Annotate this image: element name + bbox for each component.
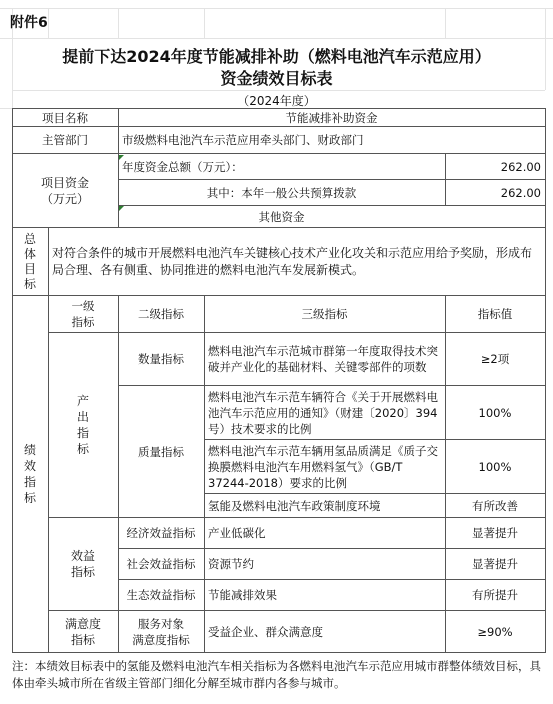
social-benefit-label: 社会效益指标 — [126, 557, 196, 571]
economic-benefit-label: 经济效益指标 — [126, 526, 196, 540]
output-char: 产 — [76, 394, 89, 408]
output-indicator-label — [48, 333, 118, 517]
indicator-row-4-desc: 氢能及燃料电池汽车政策制度环境 — [208, 498, 381, 513]
output-char: 出 — [76, 410, 89, 424]
fund-other-label: 其他资金 — [258, 209, 305, 224]
benefit-indicator-label — [48, 518, 118, 610]
satisfaction-desc: 受益企业、群众满意度 — [208, 624, 323, 639]
performance-char: 绩 — [23, 443, 36, 457]
fund-label-line1: 项目资金 — [40, 175, 89, 190]
dept-value: 市级燃料电池汽车示范应用牵头部门、财政部门 — [122, 133, 364, 147]
eco-benefit-value: 有所提升 — [472, 588, 518, 602]
service-label-line2: 满意度指标 — [132, 632, 190, 647]
service-satisfaction-label — [118, 611, 204, 652]
cell-marker — [119, 155, 124, 160]
satisfaction-label-line2: 指标 — [70, 632, 95, 647]
benefit-label-line1: 效益 — [70, 549, 95, 563]
footnote: 注：本绩效目标表中的氢能及燃料电池汽车相关指标为各燃料电池汽车示范应用城市群整体绩效目标，具体由牵头城市所在省级主管部门细化分解至城市群内各参与城市。 — [12, 659, 541, 690]
performance-char: 标 — [23, 491, 36, 505]
indicator-row-1-value: ≥2项 — [480, 352, 510, 366]
satisfaction-label-line1: 满意度 — [64, 616, 101, 631]
performance-char: 指 — [23, 475, 36, 489]
sheet-title-line2: 资金绩效目标表 — [220, 69, 333, 88]
indicator-row-1-desc: 燃料电池汽车示范城市群第一年度取得技术突破并产业化的基础材料、关键零部件的项数 — [208, 344, 438, 374]
output-char: 指 — [76, 426, 89, 440]
indicator-row-3-value: 100% — [478, 459, 512, 474]
overall-goal-char: 标 — [23, 276, 36, 291]
eco-benefit-label: 生态效益指标 — [126, 588, 196, 602]
eco-benefit-desc: 节能减排效果 — [208, 588, 277, 602]
overall-goal-char: 总 — [23, 231, 36, 246]
performance-label — [12, 296, 48, 652]
social-benefit-desc: 资源节约 — [208, 557, 254, 571]
overall-goal-text: 对符合条件的城市开展燃料电池汽车关键核心技术产业化攻关和示范应用给予奖励，形成布局合理、各有侧重、协同推进的燃料电池汽车发展新模式。 — [52, 245, 533, 277]
indicator-row-2-value: 100% — [478, 405, 512, 420]
header-level2: 二级指标 — [138, 307, 184, 321]
project-name-label: 项目名称 — [42, 110, 88, 125]
economic-benefit-value: 显著提升 — [472, 526, 518, 540]
quality-indicator-label: 质量指标 — [138, 444, 184, 459]
benefit-label-line2: 指标 — [70, 565, 95, 579]
overall-goal-label — [12, 228, 48, 295]
fund-general-value: 262.00 — [500, 185, 541, 200]
indicator-row-2-desc: 燃料电池汽车示范车辆符合《关于开展燃料电池汽车示范应用的通知》（财建〔2020〕394号）技术要求的比例 — [208, 389, 438, 436]
output-char: 标 — [76, 442, 89, 456]
cell-marker — [119, 206, 124, 211]
performance-char: 效 — [23, 459, 36, 473]
fund-total-label: 年度资金总额（万元）： — [122, 159, 243, 174]
service-label-line1: 服务对象 — [138, 616, 184, 631]
satisfaction-value: ≥90% — [477, 624, 513, 639]
attachment-label: 附件6 — [10, 15, 48, 31]
sheet-year: （2024年度） — [237, 94, 316, 108]
fund-label-line2: （万元） — [40, 191, 89, 206]
economic-benefit-desc: 产业低碳化 — [208, 526, 266, 540]
header-level3: 三级指标 — [301, 307, 348, 321]
fund-general-label: 其中：本年一般公共预算拨款 — [206, 185, 357, 200]
header-value: 指标值 — [477, 307, 513, 321]
fund-label — [12, 154, 118, 227]
dept-label: 主管部门 — [42, 133, 88, 147]
sheet-title-line1: 提前下达2024年度节能减排补助（燃料电池汽车示范应用） — [62, 47, 491, 66]
overall-goal-char: 体 — [23, 246, 36, 261]
overall-goal-char: 目 — [23, 261, 36, 276]
satisfaction-indicator-label — [48, 611, 118, 652]
indicator-row-3-desc: 燃料电池汽车示范车辆用氢品质满足《质子交换膜燃料电池汽车用燃料氢气》（GB/T 37244-2018）要求的比例 — [208, 443, 438, 490]
social-benefit-value: 显著提升 — [472, 557, 518, 571]
header-level1: 一级指标 — [71, 299, 95, 329]
project-name-value: 节能减排补助资金 — [285, 110, 378, 125]
quantity-indicator-label: 数量指标 — [138, 352, 184, 366]
fund-total-value: 262.00 — [500, 159, 541, 174]
indicator-row-4-value: 有所改善 — [472, 498, 518, 513]
